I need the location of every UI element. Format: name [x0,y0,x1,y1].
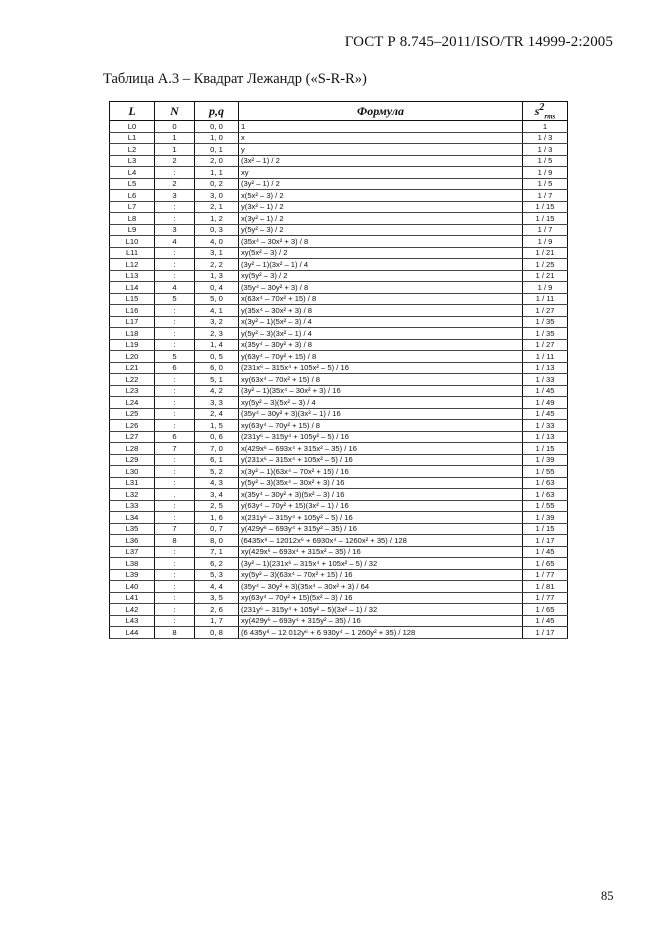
cell-l: L3 [110,155,155,167]
cell-s2rms: 1 / 5 [523,155,568,167]
cell-l: L1 [110,132,155,144]
cell-l: L20 [110,351,155,363]
cell-s2rms: 1 / 35 [523,316,568,328]
cell-l: L29 [110,454,155,466]
cell-l: L10 [110,236,155,248]
table-row [110,408,568,420]
cell-s2rms: 1 / 27 [523,305,568,317]
cell-s2rms: 1 / 9 [523,167,568,179]
table-row [110,523,568,535]
cell-l: L17 [110,316,155,328]
cell-l: L19 [110,339,155,351]
cell-formula: x(3y² – 1)(5x² – 3) / 4 [239,316,523,328]
table-row [110,604,568,616]
table-row [110,144,568,156]
cell-pq: 4, 0 [195,236,239,248]
document-header: ГОСТ Р 8.745–2011/ISO/TR 14999-2:2005 [344,34,613,50]
cell-pq: 6, 2 [195,558,239,570]
cell-s2rms: 1 / 15 [523,213,568,225]
cell-pq: 3, 1 [195,247,239,259]
cell-formula: y(35x⁴ – 30x² + 3) / 8 [239,305,523,317]
table-row [110,546,568,558]
table-row [110,270,568,282]
cell-pq: 2, 4 [195,408,239,420]
cell-formula: x(3y² – 1) / 2 [239,213,523,225]
table-caption: Таблица А.3 – Квадрат Лежандр («S-R-R») [103,71,367,87]
cell-pq: 1, 3 [195,270,239,282]
cell-l: L13 [110,270,155,282]
cell-l: L25 [110,408,155,420]
cell-n: : [155,167,195,179]
cell-pq: 3, 3 [195,397,239,409]
cell-n: 3 [155,224,195,236]
table-row [110,213,568,225]
cell-pq: 4, 4 [195,581,239,593]
cell-pq: 1, 1 [195,167,239,179]
cell-l: L2 [110,144,155,156]
cell-l: L7 [110,201,155,213]
cell-l: L14 [110,282,155,294]
table-row [110,558,568,570]
cell-n: : [155,512,195,524]
cell-formula: x(63x⁴ – 70x² + 15) / 8 [239,293,523,305]
cell-n: 5 [155,293,195,305]
cell-s2rms: 1 / 3 [523,144,568,156]
cell-l: L30 [110,466,155,478]
table-row [110,305,568,317]
cell-l: L31 [110,477,155,489]
cell-pq: 0, 6 [195,431,239,443]
cell-pq: 0, 3 [195,224,239,236]
cell-l: L11 [110,247,155,259]
cell-formula: 1 [239,121,523,133]
cell-pq: 3, 2 [195,316,239,328]
cell-pq: 2, 0 [195,155,239,167]
cell-pq: 7, 1 [195,546,239,558]
cell-n: 6 [155,431,195,443]
cell-l: L4 [110,167,155,179]
cell-n: 3 [155,190,195,202]
cell-n: 8 [155,627,195,639]
cell-s2rms: 1 / 9 [523,236,568,248]
cell-n: : [155,316,195,328]
table-row [110,466,568,478]
table-row [110,627,568,639]
cell-formula: x(5x² – 3) / 2 [239,190,523,202]
cell-formula: xy [239,167,523,179]
cell-n: : [155,581,195,593]
cell-s2rms: 1 / 35 [523,328,568,340]
cell-formula: xy(5y² – 3)(5x² – 3) / 4 [239,397,523,409]
cell-s2rms: 1 / 11 [523,351,568,363]
cell-formula: y(63y⁴ – 70y² + 15)(3x² – 1) / 16 [239,500,523,512]
cell-pq: 4, 3 [195,477,239,489]
cell-l: L44 [110,627,155,639]
table-row [110,201,568,213]
cell-n: 7 [155,523,195,535]
cell-n: : [155,259,195,271]
cell-pq: 3, 5 [195,592,239,604]
table-row [110,362,568,374]
table-row [110,132,568,144]
cell-s2rms: 1 / 63 [523,489,568,501]
table-row [110,397,568,409]
cell-l: L26 [110,420,155,432]
table-row [110,385,568,397]
cell-l: L22 [110,374,155,386]
cell-formula: y(63y⁴ – 70y² + 15) / 8 [239,351,523,363]
cell-s2rms: 1 / 65 [523,604,568,616]
cell-s2rms: 1 / 33 [523,374,568,386]
cell-pq: 5, 3 [195,569,239,581]
cell-formula: xy(5y² – 3)(63x⁴ – 70x² + 15) / 16 [239,569,523,581]
cell-n: 5 [155,351,195,363]
cell-s2rms: 1 / 39 [523,512,568,524]
cell-s2rms: 1 / 7 [523,190,568,202]
column-header-l: L [110,102,155,121]
cell-formula: y(429y⁶ – 693y⁴ + 315y² – 35) / 16 [239,523,523,535]
cell-s2rms: 1 / 13 [523,362,568,374]
cell-pq: 1, 6 [195,512,239,524]
cell-l: L43 [110,615,155,627]
cell-n: : [155,201,195,213]
cell-formula: y(5y² – 3)(35x⁴ – 30x² + 3) / 16 [239,477,523,489]
table-row [110,236,568,248]
cell-pq: 7, 0 [195,443,239,455]
cell-l: L39 [110,569,155,581]
cell-l: L37 [110,546,155,558]
cell-n: : [155,592,195,604]
cell-pq: 4, 2 [195,385,239,397]
cell-pq: 3, 4 [195,489,239,501]
cell-l: L21 [110,362,155,374]
cell-pq: 0, 2 [195,178,239,190]
cell-s2rms: 1 / 11 [523,293,568,305]
cell-n: : [155,374,195,386]
cell-s2rms: 1 / 49 [523,397,568,409]
cell-formula: (3y² – 1)(35x⁴ – 30x² + 3) / 16 [239,385,523,397]
cell-n: 2 [155,155,195,167]
cell-l: L36 [110,535,155,547]
cell-s2rms: 1 / 39 [523,454,568,466]
cell-n: 8 [155,535,195,547]
table-row [110,293,568,305]
table-row [110,512,568,524]
cell-s2rms: 1 / 25 [523,259,568,271]
cell-n: : [155,500,195,512]
cell-formula: xy(63y⁴ – 70y² + 15)(5x² – 3) / 16 [239,592,523,604]
cell-l: L28 [110,443,155,455]
cell-l: L6 [110,190,155,202]
cell-l: L27 [110,431,155,443]
column-header-s2rms: $s^2_{rms}$ [523,102,568,121]
cell-pq: 2, 3 [195,328,239,340]
cell-s2rms: 1 / 77 [523,592,568,604]
cell-s2rms: 1 / 77 [523,569,568,581]
cell-pq: 0, 0 [195,121,239,133]
cell-pq: 5, 2 [195,466,239,478]
cell-formula: (3y² – 1)(231x⁶ – 315x⁴ + 105x² – 5) / 32 [239,558,523,570]
cell-pq: 6, 1 [195,454,239,466]
cell-n: : [155,558,195,570]
cell-pq: 8, 0 [195,535,239,547]
cell-n: : [155,569,195,581]
cell-n: : [155,454,195,466]
cell-s2rms: 1 [523,121,568,133]
cell-formula: xy(63y⁴ – 70y² + 15) / 8 [239,420,523,432]
cell-s2rms: 1 / 21 [523,270,568,282]
column-header-n: N [155,102,195,121]
cell-l: L42 [110,604,155,616]
table-row [110,569,568,581]
table-row [110,581,568,593]
cell-pq: 1, 5 [195,420,239,432]
cell-formula: (6 435y⁸ – 12 012y⁶ + 6 930y⁴ – 1 260y² + 35) / 128 [239,627,523,639]
table-row [110,259,568,271]
table-row [110,443,568,455]
cell-n: : [155,270,195,282]
table-row [110,420,568,432]
cell-n: : [155,385,195,397]
cell-l: L18 [110,328,155,340]
cell-n: : [155,328,195,340]
legendre-table-container [109,101,567,639]
cell-n: : [155,420,195,432]
cell-n: . [155,489,195,501]
cell-pq: 1, 7 [195,615,239,627]
cell-n: 6 [155,362,195,374]
cell-n: 7 [155,443,195,455]
cell-formula: (35x⁴ – 30x² + 3) / 8 [239,236,523,248]
cell-s2rms: 1 / 9 [523,282,568,294]
table-row [110,190,568,202]
cell-l: L40 [110,581,155,593]
cell-l: L8 [110,213,155,225]
cell-l: L33 [110,500,155,512]
cell-s2rms: 1 / 55 [523,500,568,512]
cell-n: : [155,615,195,627]
cell-formula: x(429x⁶ – 693x⁴ + 315x² – 35) / 16 [239,443,523,455]
cell-l: L23 [110,385,155,397]
cell-l: L34 [110,512,155,524]
table-body [110,121,568,639]
cell-s2rms: 1 / 5 [523,178,568,190]
cell-pq: 6, 0 [195,362,239,374]
cell-n: 2 [155,178,195,190]
table-row [110,282,568,294]
cell-formula: xy(429x⁶ – 693x⁴ + 315x² – 35) / 16 [239,546,523,558]
cell-n: 1 [155,144,195,156]
cell-s2rms: 1 / 63 [523,477,568,489]
cell-s2rms: 1 / 81 [523,581,568,593]
table-row [110,155,568,167]
table-row [110,500,568,512]
cell-s2rms: 1 / 45 [523,385,568,397]
cell-l: L35 [110,523,155,535]
cell-s2rms: 1 / 33 [523,420,568,432]
cell-pq: 3, 0 [195,190,239,202]
cell-n: 4 [155,236,195,248]
cell-n: : [155,466,195,478]
cell-n: : [155,477,195,489]
cell-n: : [155,339,195,351]
cell-s2rms: 1 / 3 [523,132,568,144]
cell-formula: x(35y⁴ – 30y² + 3)(5x² – 3) / 16 [239,489,523,501]
table-row [110,489,568,501]
table-row [110,178,568,190]
cell-formula: y(5y² – 3) / 2 [239,224,523,236]
cell-s2rms: 1 / 17 [523,627,568,639]
cell-n: 0 [155,121,195,133]
cell-pq: 0, 8 [195,627,239,639]
cell-pq: 0, 5 [195,351,239,363]
cell-pq: 1, 0 [195,132,239,144]
cell-l: L32 [110,489,155,501]
cell-l: L12 [110,259,155,271]
cell-formula: (3y² – 1) / 2 [239,178,523,190]
cell-formula: (35y⁴ – 30y² + 3)(3x² – 1) / 16 [239,408,523,420]
cell-l: L9 [110,224,155,236]
table-header-row [110,102,568,121]
cell-n: : [155,305,195,317]
cell-formula: x(3y² – 1)(63x⁴ – 70x² + 15) / 16 [239,466,523,478]
cell-pq: 0, 4 [195,282,239,294]
table-row [110,328,568,340]
cell-formula: xy(63x⁴ – 70x² + 15) / 8 [239,374,523,386]
cell-s2rms: 1 / 15 [523,523,568,535]
table-row [110,121,568,133]
cell-l: L38 [110,558,155,570]
cell-s2rms: 1 / 21 [523,247,568,259]
cell-formula: y(3x² – 1) / 2 [239,201,523,213]
cell-s2rms: 1 / 45 [523,546,568,558]
cell-n: : [155,247,195,259]
cell-pq: 0, 1 [195,144,239,156]
table-row [110,454,568,466]
cell-pq: 2, 2 [195,259,239,271]
legendre-table [109,101,568,639]
cell-formula: xy(5x² – 3) / 2 [239,247,523,259]
cell-n: : [155,604,195,616]
cell-s2rms: 1 / 7 [523,224,568,236]
cell-s2rms: 1 / 45 [523,615,568,627]
cell-pq: 0, 7 [195,523,239,535]
cell-formula: x(231y⁶ – 315y⁴ + 105y² – 5) / 16 [239,512,523,524]
cell-formula: (3x² – 1) / 2 [239,155,523,167]
table-row [110,592,568,604]
cell-s2rms: 1 / 17 [523,535,568,547]
cell-formula: (35y⁴ – 30y² + 3)(35x⁴ – 30x² + 3) / 64 [239,581,523,593]
cell-n: : [155,213,195,225]
cell-s2rms: 1 / 15 [523,201,568,213]
cell-n: : [155,546,195,558]
cell-formula: y(231x⁶ – 315x⁴ + 105x² – 5) / 16 [239,454,523,466]
cell-formula: y [239,144,523,156]
table-row [110,351,568,363]
cell-pq: 1, 2 [195,213,239,225]
cell-formula: xy(5y² – 3) / 2 [239,270,523,282]
cell-formula: y(5y² – 3)(3x² – 1) / 4 [239,328,523,340]
cell-formula: x [239,132,523,144]
cell-formula: xy(429y⁶ – 693y⁴ + 315y² – 35) / 16 [239,615,523,627]
cell-formula: (35y⁴ – 30y² + 3) / 8 [239,282,523,294]
cell-formula: (6435x⁸ – 12012x⁶ + 6930x⁴ – 1260x² + 35) / 128 [239,535,523,547]
cell-pq: 4, 1 [195,305,239,317]
cell-formula: (231y⁶ – 315y⁴ + 105y² – 5)(3x² – 1) / 32 [239,604,523,616]
table-row [110,316,568,328]
cell-n: 1 [155,132,195,144]
cell-l: L15 [110,293,155,305]
cell-pq: 2, 1 [195,201,239,213]
cell-s2rms: 1 / 55 [523,466,568,478]
cell-pq: 1, 4 [195,339,239,351]
table-row [110,339,568,351]
cell-n: : [155,408,195,420]
column-header-formula: Формула [239,102,523,121]
cell-l: L41 [110,592,155,604]
cell-formula: (231x⁶ – 315x⁴ + 105x² – 5) / 16 [239,362,523,374]
cell-l: L0 [110,121,155,133]
cell-n: : [155,397,195,409]
cell-l: L24 [110,397,155,409]
table-row [110,224,568,236]
page-number: 85 [601,889,614,903]
table-row [110,247,568,259]
cell-s2rms: 1 / 27 [523,339,568,351]
table-row [110,477,568,489]
cell-pq: 5, 0 [195,293,239,305]
table-row [110,374,568,386]
cell-l: L16 [110,305,155,317]
table-row [110,431,568,443]
cell-s2rms: 1 / 45 [523,408,568,420]
cell-pq: 2, 5 [195,500,239,512]
cell-n: 4 [155,282,195,294]
cell-s2rms: 1 / 15 [523,443,568,455]
cell-s2rms: 1 / 13 [523,431,568,443]
cell-s2rms: 1 / 65 [523,558,568,570]
column-header-pq: p,q [195,102,239,121]
cell-pq: 2, 6 [195,604,239,616]
table-row [110,615,568,627]
table-row [110,535,568,547]
cell-l: L5 [110,178,155,190]
table-row [110,167,568,179]
cell-pq: 5, 1 [195,374,239,386]
cell-formula: (3y² – 1)(3x² – 1) / 4 [239,259,523,271]
cell-formula: (231y⁶ – 315y⁴ + 105y² – 5) / 16 [239,431,523,443]
cell-formula: x(35y⁴ – 30y² + 3) / 8 [239,339,523,351]
